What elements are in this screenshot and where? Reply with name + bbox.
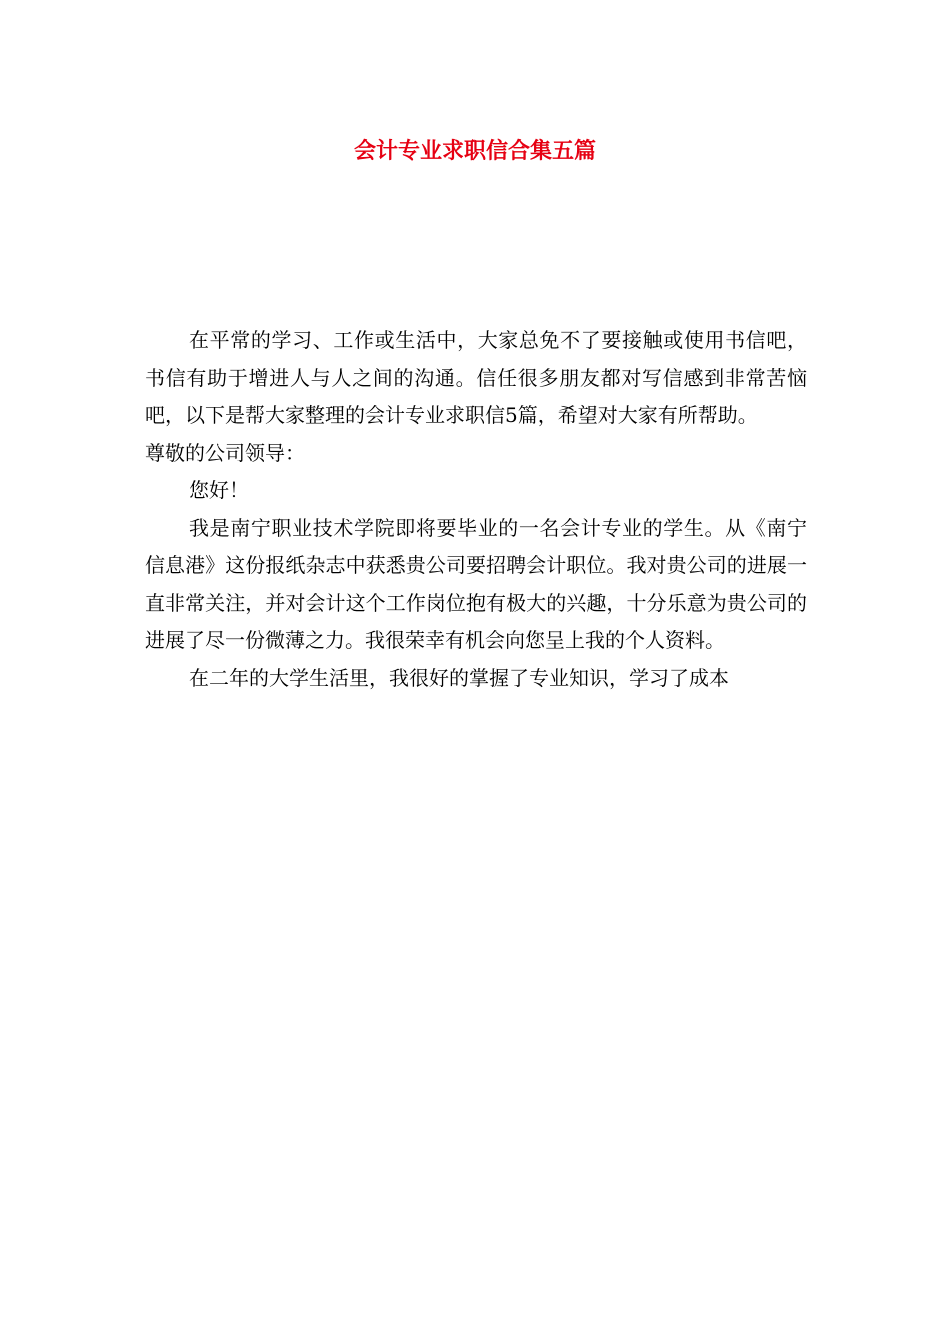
document-title: 会计专业求职信合集五篇 (353, 139, 596, 164)
greeting: 您好！ (189, 478, 249, 502)
body-paragraph-1: 我是南宁职业技术学院即将要毕业的一名会计专业的学生。从《南宁信息港》这份报纸杂志中获悉贵公司要招聘会计职位。我对贵公司的进展一直非常关注，并对会计这个工作岗位抱有极大的兴趣，十分乐意为贵公司的进展了尽一份微薄之力。我很荣幸有机会向您呈上我的个人资料。 (145, 515, 807, 652)
salutation: 尊敬的公司领导： (145, 440, 305, 465)
document-body (145, 322, 807, 697)
body-paragraph-2: 在二年的大学生活里，我很好的掌握了专业知识，学习了成本 (189, 665, 729, 690)
intro-paragraph: 在平常的学习、工作或生活中，大家总免不了要接触或使用书信吧，书信有助于增进人与人之间的沟通。信任很多朋友都对写信感到非常苦恼吧，以下是帮大家整理的会计专业求职信5篇，希望对大家有所帮助。 (145, 328, 807, 427)
